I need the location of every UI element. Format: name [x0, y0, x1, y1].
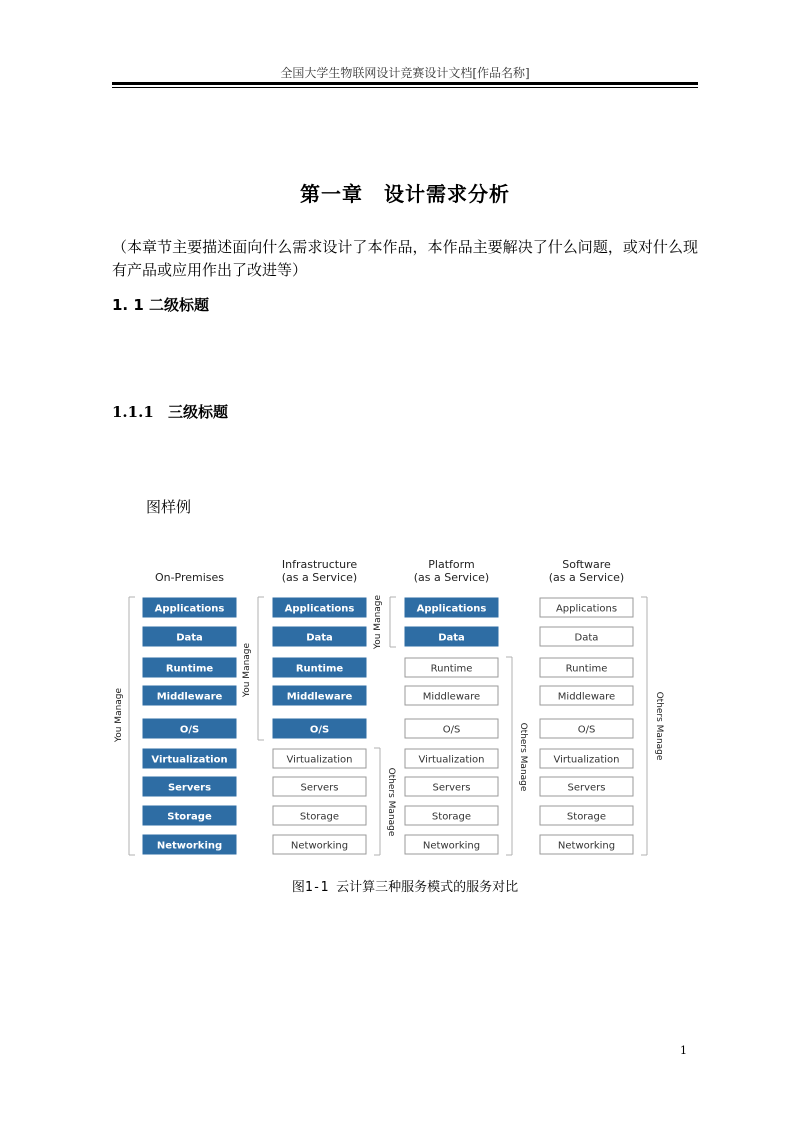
layer-label: O/S	[442, 724, 461, 736]
layer-label: Runtime	[295, 663, 344, 675]
layer-label: Applications	[154, 603, 225, 615]
column-title: Infrastructure	[281, 558, 358, 571]
column-title: On-Premises	[154, 571, 225, 584]
column-title: (as a Service)	[413, 571, 490, 584]
layer-label: O/S	[309, 724, 330, 736]
layer-label: Networking	[557, 840, 616, 852]
column-on-premises	[143, 571, 236, 854]
layer-label: Data	[176, 632, 203, 644]
layer-label: Storage	[566, 811, 607, 823]
figure-caption: 图1-1 云计算三种服务模式的服务对比	[291, 880, 519, 895]
layer-label: Virtualization	[553, 754, 620, 766]
layer-label: Virtualization	[286, 754, 353, 766]
cloud-service-model-diagram	[112, 552, 672, 862]
subsection-title: 三级标题	[168, 403, 229, 421]
layer-label: Storage	[431, 811, 472, 823]
column-title: (as a Service)	[281, 571, 358, 584]
column-platform	[405, 558, 498, 854]
header-rule	[112, 82, 698, 85]
layer-label: Storage	[299, 811, 340, 823]
layer-label: O/S	[577, 724, 596, 736]
others-manage-label: Others Manage	[518, 722, 528, 792]
column-title: Software	[562, 558, 611, 571]
column-title: (as a Service)	[548, 571, 625, 584]
layer-label: Middleware	[422, 691, 481, 703]
layer-label: Servers	[167, 782, 212, 794]
header-rule-thin	[112, 87, 698, 88]
running-header: 全国大学生物联网设计竞赛设计文档[作品名称]	[280, 66, 530, 80]
you-manage-label: You Manage	[242, 642, 252, 698]
layer-label: Applications	[416, 603, 487, 615]
column-infrastructure	[273, 558, 366, 854]
layer-label: Data	[306, 632, 333, 644]
others-manage-label: Others Manage	[654, 691, 664, 761]
column-software	[540, 558, 633, 854]
layer-label: Applications	[284, 603, 355, 615]
layer-label: Middleware	[156, 691, 223, 703]
chapter-title: 第一章 设计需求分析	[300, 182, 510, 206]
layer-label: Applications	[555, 603, 618, 615]
layer-label: Middleware	[557, 691, 616, 703]
you-manage-label: You Manage	[373, 594, 383, 650]
layer-label: Data	[438, 632, 465, 644]
layer-label: Middleware	[286, 691, 353, 703]
others-manage-label: Others Manage	[386, 767, 396, 837]
you-manage-label: You Manage	[114, 687, 124, 743]
subsection-heading	[112, 401, 228, 422]
layer-label: Runtime	[430, 663, 473, 675]
intro-paragraph: （本章节主要描述面向什么需求设计了本作品，本作品主要解决了什么问题，或对什么现有产品或应用作出了改进等）	[112, 238, 698, 279]
layer-label: Servers	[432, 782, 471, 794]
layer-label: Servers	[567, 782, 606, 794]
subsection-number: 1.1.1	[112, 403, 154, 421]
layer-label: Virtualization	[151, 754, 228, 766]
layer-label: Data	[574, 632, 599, 644]
figure-intro-text: 图样例	[146, 498, 192, 516]
layer-label: Networking	[290, 840, 349, 852]
layer-label: Runtime	[165, 663, 214, 675]
column-title: Platform	[428, 558, 475, 571]
layer-label: Networking	[156, 840, 223, 852]
section-heading: 1. 1 二级标题	[112, 296, 210, 314]
layer-label: Runtime	[565, 663, 608, 675]
layer-label: Networking	[422, 840, 481, 852]
page-number: 1	[680, 1044, 687, 1057]
layer-label: Servers	[300, 782, 339, 794]
layer-label: O/S	[179, 724, 200, 736]
layer-label: Storage	[167, 811, 212, 823]
layer-label: Virtualization	[418, 754, 485, 766]
